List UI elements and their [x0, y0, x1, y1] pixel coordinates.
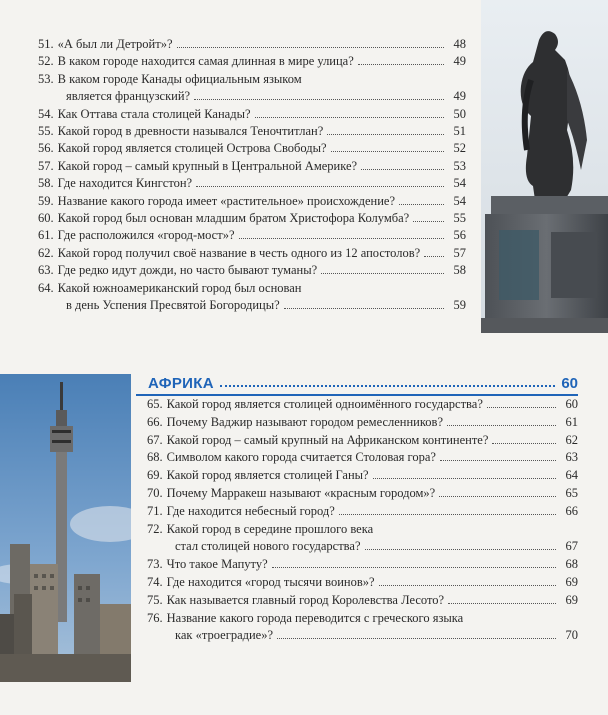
leader-dots: [492, 443, 556, 444]
toc-entry[interactable]: [147, 521, 578, 557]
toc-entry-line: [38, 227, 466, 244]
question-number: 74.: [147, 574, 163, 589]
city-tower-photo: [0, 374, 131, 682]
page-number: 60: [565, 397, 578, 411]
question-number: 65.: [147, 397, 163, 411]
question-text: Как Оттава стала столицей Канады?: [57, 106, 251, 121]
leader-dots: [272, 567, 556, 568]
question-text: Символом какого города считается Столовая гора?: [166, 450, 436, 465]
toc-entry[interactable]: [38, 53, 466, 70]
page-number: 56: [453, 228, 466, 243]
page-number: 70: [565, 628, 578, 643]
toc-entry-line: [147, 503, 578, 521]
question-text: Какой город в середине прошлого века: [166, 521, 374, 536]
leader-dots: [327, 134, 444, 135]
question-number: 66.: [147, 414, 163, 429]
page-number: 50: [453, 106, 466, 121]
toc-entry-line: [147, 414, 578, 432]
page-number: 58: [453, 263, 466, 278]
leader-dots: [365, 549, 556, 550]
toc-entry[interactable]: [147, 414, 578, 432]
page-number: 61: [565, 414, 578, 429]
leader-dots: [196, 186, 444, 187]
toc-entry[interactable]: [147, 592, 578, 610]
page-number: 62: [565, 432, 578, 447]
toc-entry[interactable]: [38, 123, 466, 140]
question-number: 56.: [38, 141, 54, 156]
toc-entry-line: [147, 449, 578, 467]
question-text: Название какого города переводится с греческого языка: [166, 610, 464, 625]
question-text: Какой город был основан младшим братом Христофора Колумба?: [57, 211, 410, 226]
leader-dots: [255, 117, 444, 118]
leader-dots: [177, 47, 445, 48]
question-text: Какой город получил своё название в честь одного из 12 апостолов?: [57, 245, 421, 260]
question-number: 58.: [38, 176, 54, 191]
page-number: 49: [453, 54, 466, 69]
toc-entry[interactable]: [38, 106, 466, 123]
page-number: 55: [453, 211, 466, 226]
toc-entry-line: [147, 556, 578, 574]
question-text: Какой город является столицей Острова Свободы?: [57, 141, 327, 156]
toc-entry-line: [147, 432, 578, 450]
question-number: 68.: [147, 450, 163, 465]
question-text: Какой город в древности назывался Теночтитлан?: [57, 124, 324, 139]
toc-entry-line: [38, 280, 466, 297]
question-number: 52.: [38, 54, 54, 69]
toc-entry-line: [38, 123, 466, 140]
question-text: Где редко идут дожди, но часто бывают туманы?: [57, 263, 318, 278]
question-number: 62.: [38, 245, 54, 260]
toc-entry-line: [38, 193, 466, 210]
page-number: 65: [565, 485, 578, 500]
question-number: 67.: [147, 432, 163, 447]
page-number: 69: [565, 574, 578, 589]
question-text: является французский?: [66, 89, 191, 104]
question-text: Почему Марракеш называют «красным городом»?: [166, 485, 436, 500]
toc-entry[interactable]: [38, 227, 466, 244]
toc-entry[interactable]: [38, 262, 466, 279]
question-text: Какой город – самый крупный на Африканском континенте?: [166, 432, 489, 447]
toc-entry-line: [38, 262, 466, 279]
question-number: 72.: [147, 521, 163, 536]
toc-entry[interactable]: [147, 449, 578, 467]
toc-entry-line: [38, 36, 466, 53]
leader-dots: [439, 496, 556, 497]
toc-entry[interactable]: [38, 210, 466, 227]
leader-dots: [413, 221, 444, 222]
question-text: стал столицей нового государства?: [175, 539, 361, 554]
page-number: 54: [453, 176, 466, 191]
question-text: Какой город является столицей одноимённого государства?: [166, 397, 483, 411]
leader-dots: [373, 478, 556, 479]
toc-entry-line: [38, 106, 466, 123]
toc-entry-line: [38, 71, 466, 88]
toc-entry[interactable]: [147, 396, 578, 414]
page-number: 66: [565, 503, 578, 518]
toc-entry[interactable]: [38, 245, 466, 262]
leader-dots: [358, 64, 444, 65]
toc-entry-line: [38, 297, 466, 314]
section-page-number: 60: [561, 374, 578, 392]
page-number: 51: [453, 124, 466, 139]
toc-entry-line: [147, 521, 578, 539]
question-number: 73.: [147, 557, 163, 572]
question-number: 51.: [38, 37, 54, 51]
statue-photo: [481, 0, 608, 333]
leader-dots: [239, 238, 445, 239]
toc-list-top: [38, 36, 466, 315]
section-header-africa[interactable]: [136, 372, 578, 394]
question-number: 69.: [147, 468, 163, 483]
section-title: АФРИКА: [148, 374, 214, 392]
question-text: Какой город – самый крупный в Центральной Америке?: [57, 158, 358, 173]
leader-dots: [447, 425, 556, 426]
question-text: Где расположился «город-мост»?: [57, 228, 235, 243]
leader-dots: [321, 273, 444, 274]
leader-dots: [361, 169, 444, 170]
leader-dots: [284, 308, 444, 309]
question-number: 57.: [38, 158, 54, 173]
toc-entry-line: [147, 485, 578, 503]
toc-entry[interactable]: [147, 485, 578, 503]
toc-entry[interactable]: [38, 71, 466, 106]
toc-entry-line: [38, 210, 466, 227]
toc-entry-line: [147, 610, 578, 628]
leader-dots: [379, 585, 556, 586]
question-number: 61.: [38, 228, 54, 243]
question-text: в день Успения Пресвятой Богородицы?: [66, 298, 280, 313]
leader-dots: [440, 460, 556, 461]
leader-dots: [399, 204, 444, 205]
toc-entry-line: [147, 467, 578, 485]
toc-entry[interactable]: [147, 574, 578, 592]
question-number: 54.: [38, 106, 54, 121]
question-number: 63.: [38, 263, 54, 278]
leader-dots: [424, 256, 444, 257]
page-number: 57: [453, 245, 466, 260]
question-number: 75.: [147, 592, 163, 607]
toc-entry-line: [38, 140, 466, 157]
question-text: В каком городе Канады официальным языком: [57, 71, 302, 86]
toc-entry[interactable]: [147, 467, 578, 485]
page-number: 48: [453, 37, 466, 51]
toc-entry-line: [147, 574, 578, 592]
toc-entry-line: [38, 158, 466, 175]
toc-entry[interactable]: [38, 158, 466, 175]
toc-entry[interactable]: [38, 140, 466, 157]
toc-entry[interactable]: [38, 280, 466, 315]
question-text: Как называется главный город Королевства Лесото?: [166, 592, 445, 607]
toc-entry[interactable]: [147, 556, 578, 574]
toc-entry-line: [38, 245, 466, 262]
page-number: 64: [565, 468, 578, 483]
toc-entry[interactable]: [38, 193, 466, 210]
question-text: Какой южноамериканский город был основан: [57, 280, 302, 295]
page-number: 59: [453, 298, 466, 313]
leader-dots: [277, 638, 556, 639]
leader-dots: [339, 514, 556, 515]
question-number: 64.: [38, 280, 54, 295]
toc-entry-line: [147, 592, 578, 610]
page-number: 69: [565, 592, 578, 607]
leader-dots: [331, 151, 444, 152]
toc-list-africa: [147, 396, 578, 645]
question-text: «А был ли Детройт»?: [57, 37, 173, 51]
leader-dots: [487, 407, 556, 408]
page-number: 53: [453, 158, 466, 173]
toc-entry[interactable]: [147, 503, 578, 521]
question-number: 55.: [38, 124, 54, 139]
page-number: 67: [565, 539, 578, 554]
leader-dots: [448, 603, 556, 604]
page-number: 52: [453, 141, 466, 156]
leader-dots: [194, 99, 444, 100]
question-number: 71.: [147, 503, 163, 518]
question-text: Какой город является столицей Ганы?: [166, 468, 369, 483]
toc-entry[interactable]: [38, 175, 466, 192]
page-number: 63: [565, 450, 578, 465]
question-number: 76.: [147, 610, 163, 625]
question-number: 59.: [38, 193, 54, 208]
question-text: Где находится «город тысячи воинов»?: [166, 574, 375, 589]
question-text: Что такое Мапуту?: [166, 557, 268, 572]
toc-entry-line: [147, 627, 578, 645]
question-text: Почему Ваджир называют городом ремесленников?: [166, 414, 443, 429]
section-leader-dots: [220, 385, 555, 387]
question-text: Название какого города имеет «растительное» происхождение?: [57, 193, 396, 208]
toc-entry[interactable]: [38, 36, 466, 53]
page-number: 49: [453, 89, 466, 104]
toc-entry-line: [147, 396, 578, 414]
toc-entry-line: [38, 88, 466, 105]
question-text: В каком городе находится самая длинная в мире улица?: [57, 54, 354, 69]
toc-entry-line: [38, 53, 466, 70]
question-number: 60.: [38, 211, 54, 226]
page-number: 54: [453, 193, 466, 208]
question-number: 70.: [147, 485, 163, 500]
toc-entry[interactable]: [147, 432, 578, 450]
toc-entry-line: [38, 175, 466, 192]
page-number: 68: [565, 557, 578, 572]
question-text: как «троеградие»?: [175, 628, 274, 643]
question-text: Где находится Кингстон?: [57, 176, 193, 191]
question-text: Где находится небесный город?: [166, 503, 335, 518]
question-number: 53.: [38, 71, 54, 86]
toc-entry[interactable]: [147, 610, 578, 646]
toc-entry-line: [147, 538, 578, 556]
